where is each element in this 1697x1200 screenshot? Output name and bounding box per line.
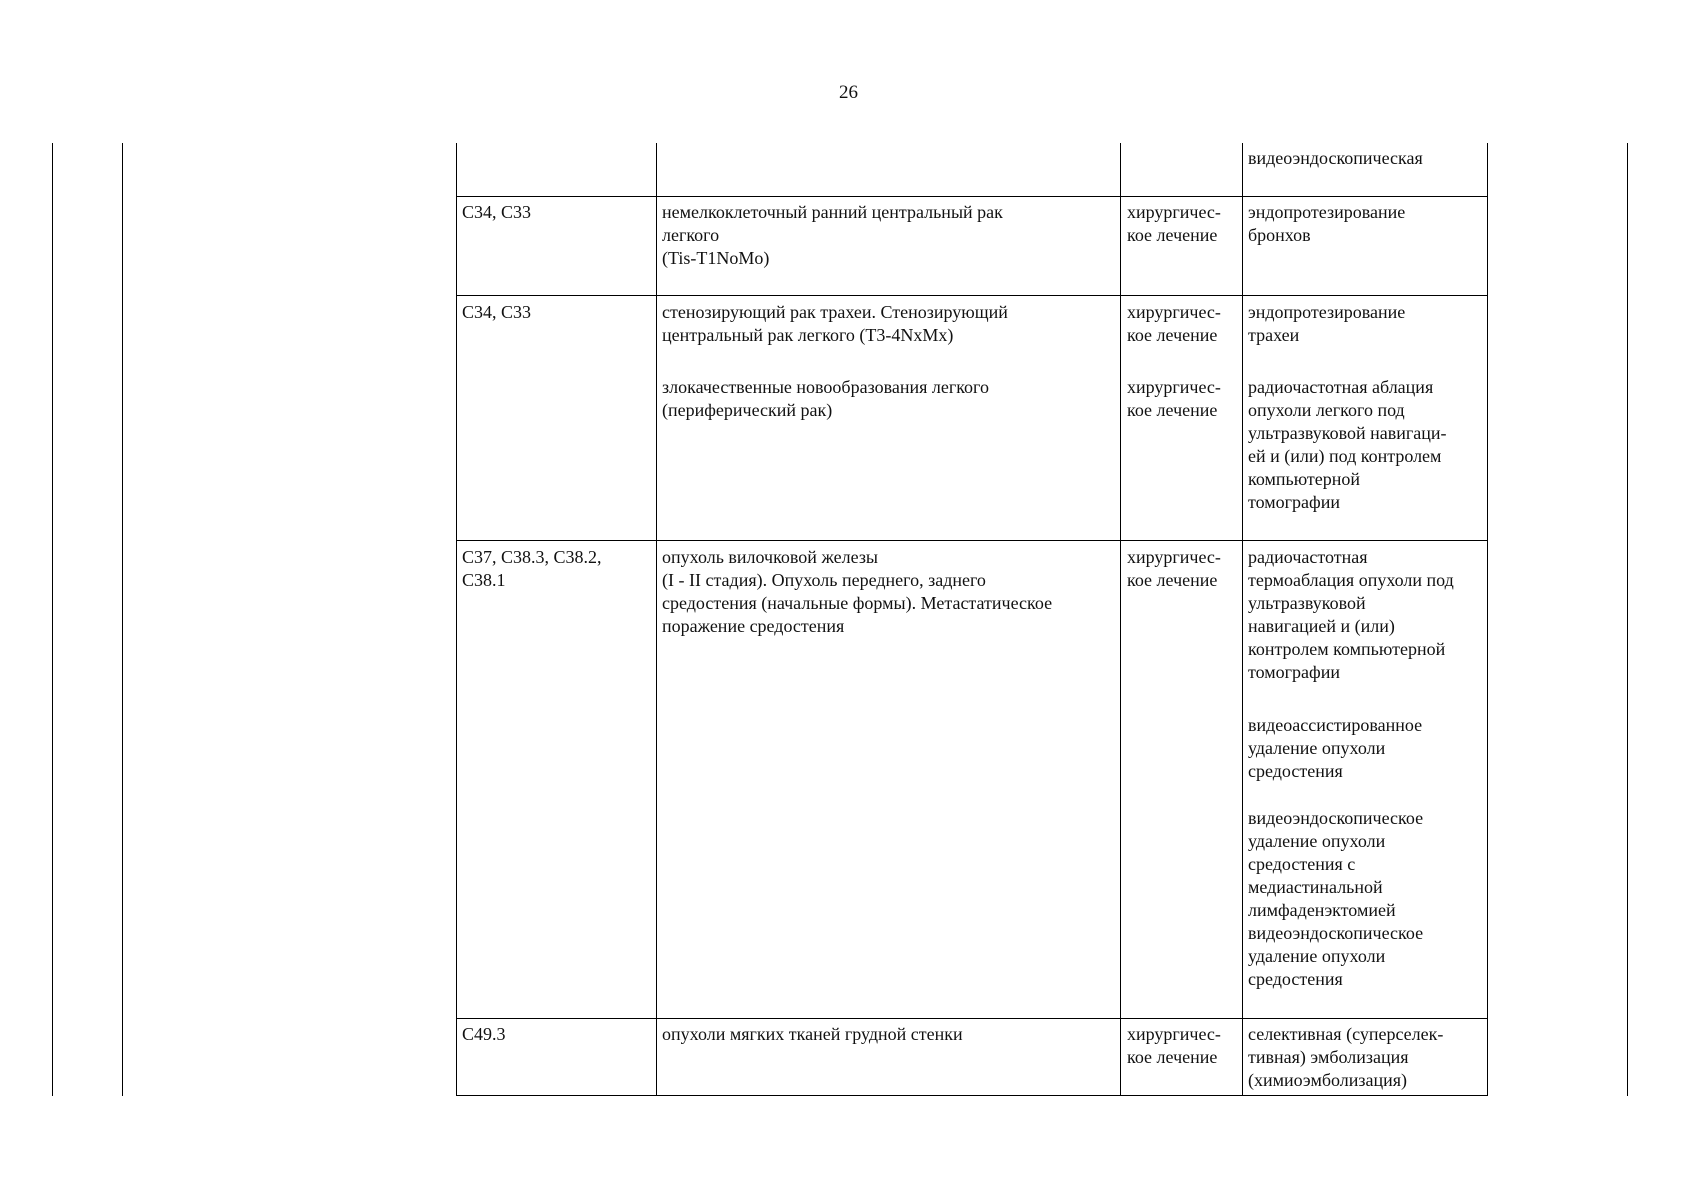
method-cell: селективная (суперселек- тивная) эмболизация (химиоэмболизация) bbox=[1248, 1024, 1444, 1090]
outer-right-border bbox=[1627, 143, 1628, 1096]
first-column-border bbox=[122, 143, 123, 1096]
codes-cell: C37, C38.3, C38.2, C38.1 bbox=[462, 547, 602, 590]
diagnosis-cell: опухоли мягких тканей грудной стенки bbox=[662, 1024, 963, 1044]
method-cell: видеоэндоскопическая bbox=[1248, 148, 1423, 168]
method-cell: радиочастотная аблация опухоли легкого под ультразвуковой навигаци- ей и (или) под контролем компьютерной томографии bbox=[1248, 377, 1447, 512]
outer-left-border bbox=[52, 143, 53, 1096]
row-divider bbox=[456, 295, 1488, 296]
table-right-border bbox=[1487, 143, 1488, 1096]
table-bottom-border bbox=[456, 1095, 1488, 1096]
treatment-type-cell: хирургичес- кое лечение bbox=[1127, 547, 1221, 590]
treatment-type-cell: хирургичес- кое лечение bbox=[1127, 1024, 1221, 1067]
method-cell: видеоэндоскопическое удаление опухоли средостения с медиастинальной лимфаденэктомией видеоэндоскопическое удаление опухоли средостения bbox=[1248, 808, 1424, 989]
row-divider bbox=[456, 540, 1488, 541]
diagnosis-cell: злокачественные новообразования легкого (периферический рак) bbox=[662, 377, 989, 420]
diagnosis-cell: опухоль вилочковой железы (I - II стадия). Опухоль переднего, заднего средостения (начальные формы). Метастатическое поражение средостения bbox=[662, 547, 1053, 636]
treatment-column-border bbox=[1242, 143, 1243, 1096]
treatment-type-cell: хирургичес- кое лечение bbox=[1127, 302, 1221, 345]
codes-cell: C34, C33 bbox=[462, 302, 532, 322]
method-cell: эндопротезирование трахеи bbox=[1248, 302, 1406, 345]
method-cell: видеоассистированное удаление опухоли средостения bbox=[1248, 715, 1423, 781]
row-divider bbox=[456, 1018, 1488, 1019]
treatment-type-cell: хирургичес- кое лечение bbox=[1127, 202, 1221, 245]
diagnosis-column-border bbox=[1120, 143, 1121, 1096]
page-number: 26 bbox=[839, 82, 858, 103]
codes-column-border bbox=[656, 143, 657, 1096]
row-divider bbox=[456, 196, 1488, 197]
method-cell: эндопротезирование бронхов bbox=[1248, 202, 1406, 245]
table-left-border bbox=[456, 143, 457, 1096]
codes-cell: C34, C33 bbox=[462, 202, 532, 222]
codes-cell: C49.3 bbox=[462, 1024, 506, 1044]
diagnosis-cell: немелкоклеточный ранний центральный рак легкого (Tis-T1NoMo) bbox=[662, 202, 1003, 268]
treatment-type-cell: хирургичес- кое лечение bbox=[1127, 377, 1221, 420]
diagnosis-cell: стенозирующий рак трахеи. Стенозирующий центральный рак легкого (T3-4NxMx) bbox=[662, 302, 1008, 345]
method-cell: радиочастотная термоаблация опухоли под ультразвуковой навигацией и (или) контролем компьютерной томографии bbox=[1248, 547, 1454, 682]
